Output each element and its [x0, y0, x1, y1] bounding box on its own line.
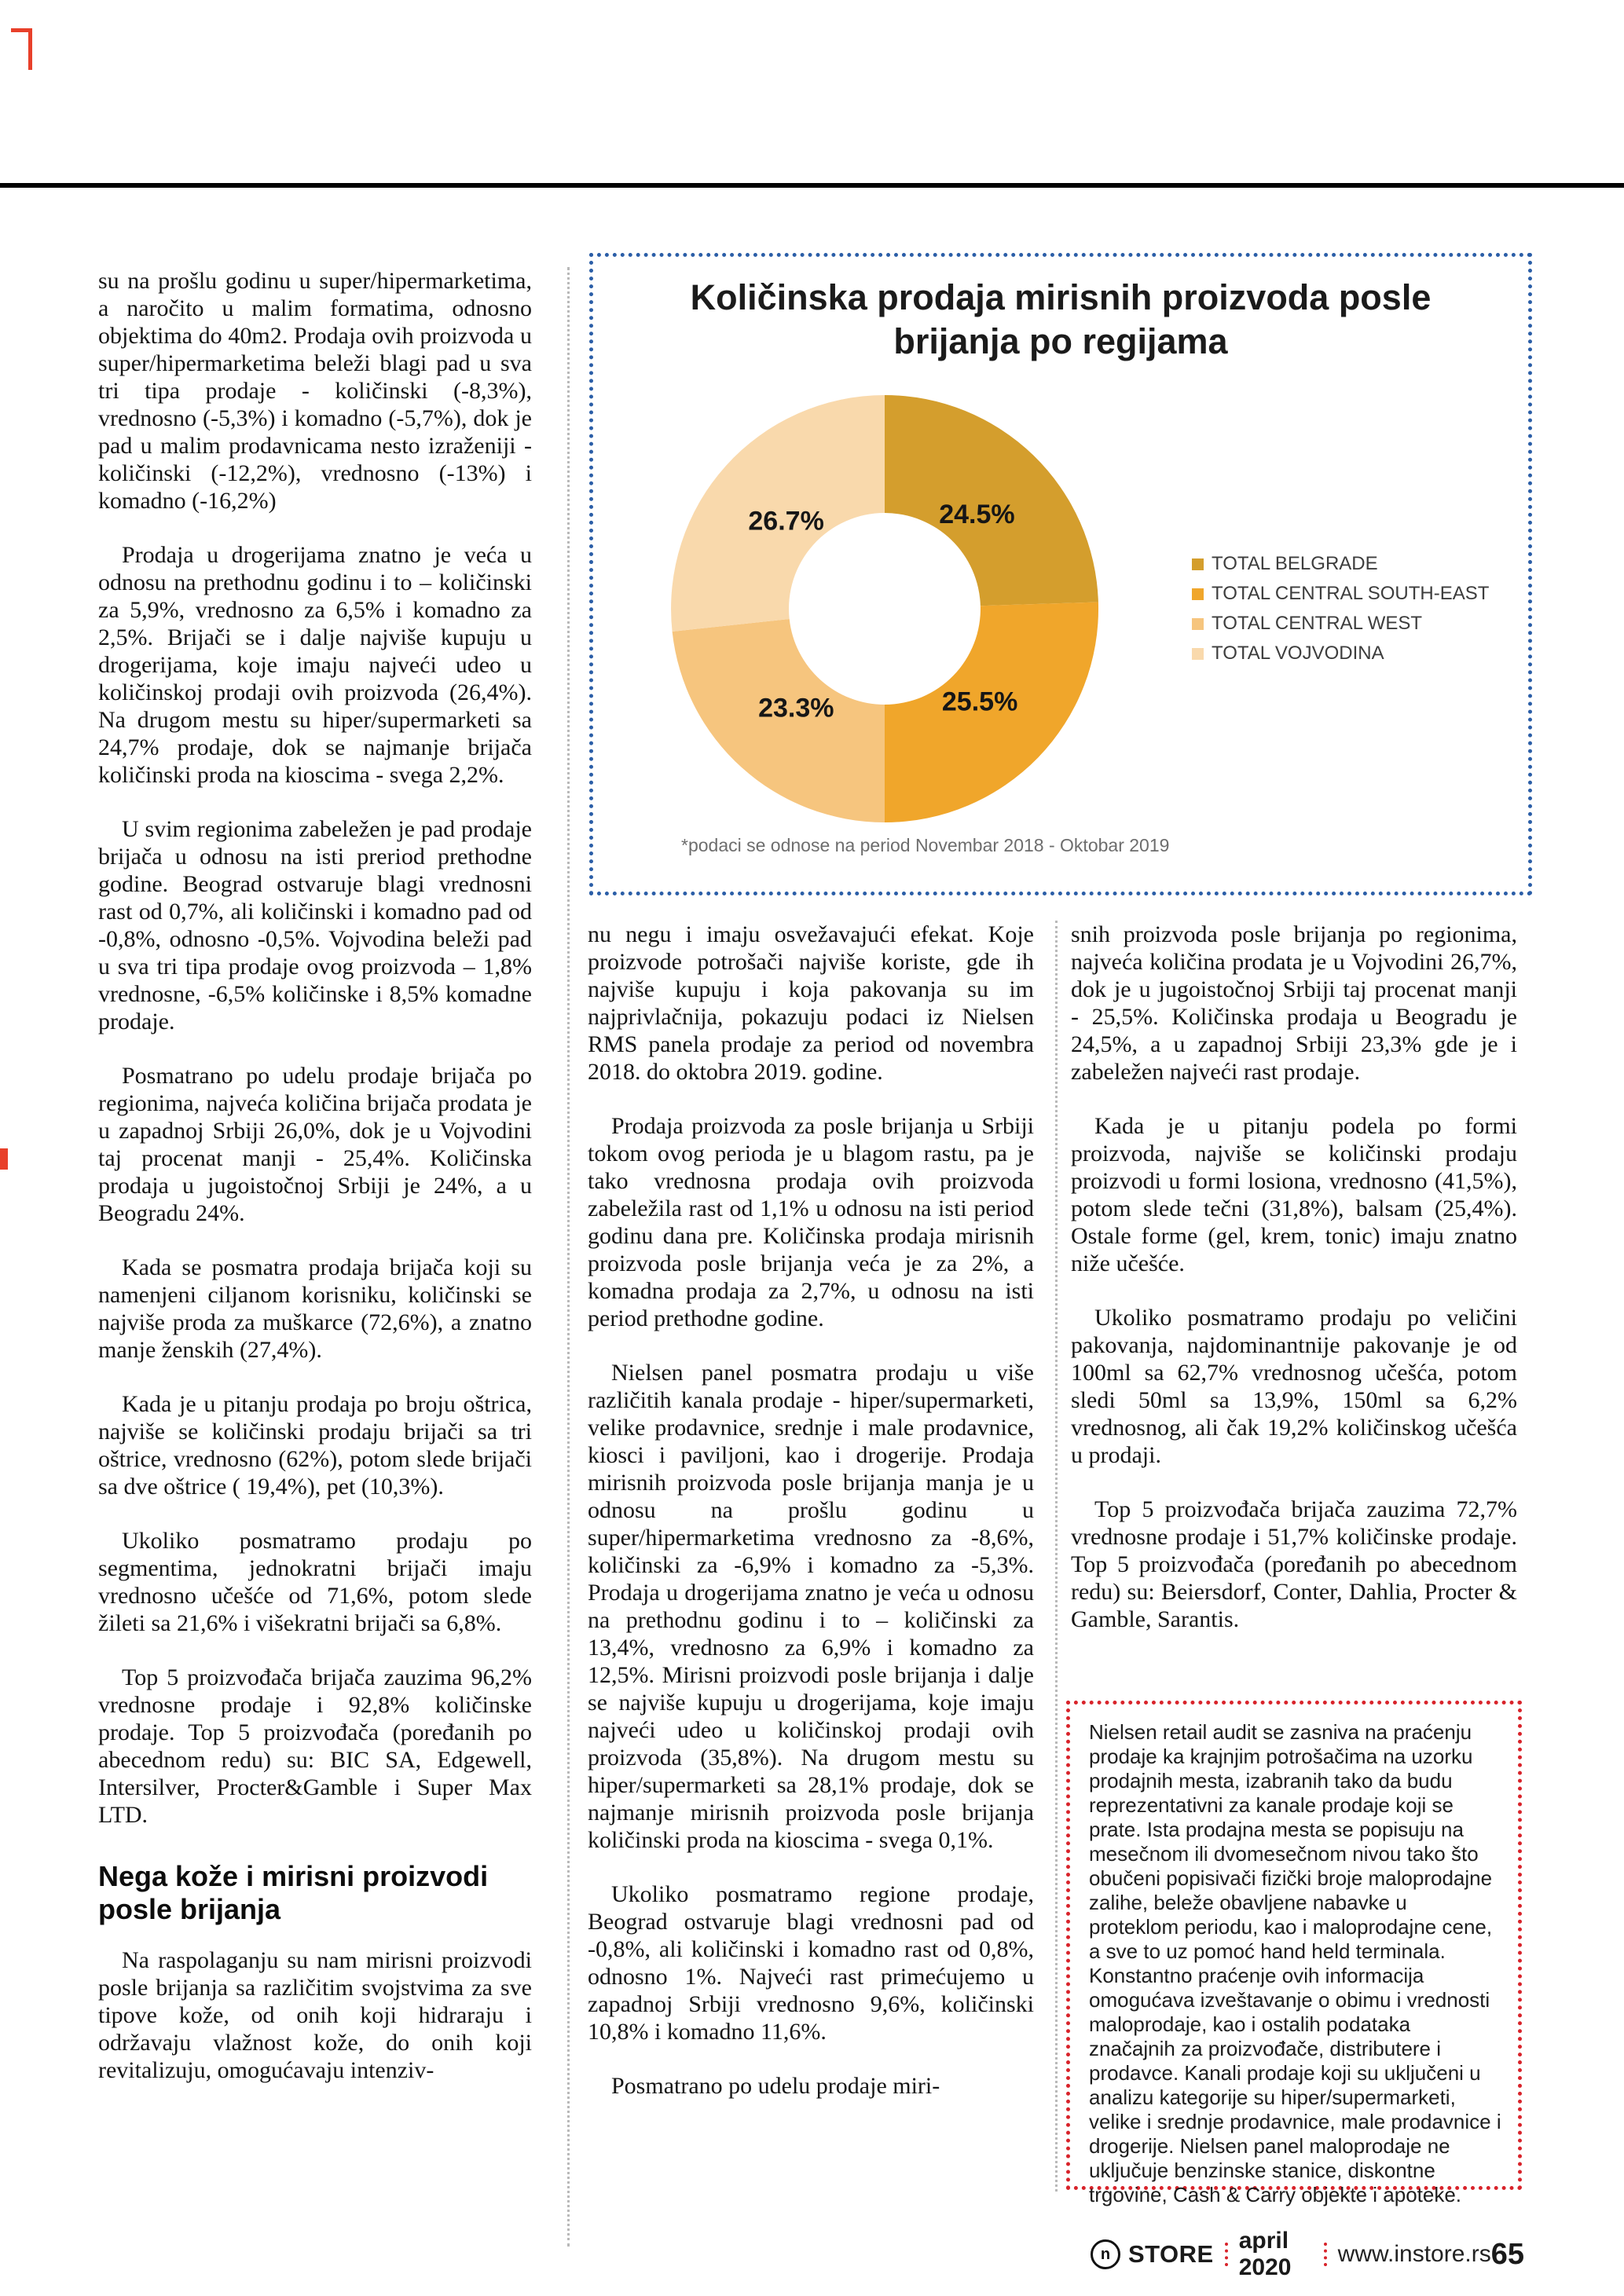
- donut-slice-label: 26.7%: [748, 506, 824, 536]
- chart-panel: [589, 253, 1532, 895]
- article-paragraph: Top 5 proizvođača brijača zauzima 72,7% vrednosne prodaje i 51,7% količinske prodaje. Top 5 proizvođača (poređanih po abecednom redu) su: Beiersdorf, Conter, Dahlia, Procter & Gamble, Sarantis.: [1071, 1496, 1517, 1632]
- legend-swatch: [1192, 558, 1204, 570]
- article-paragraph: su na prošlu godinu u super/hipermarketima, a naročito u malim formatima, odnosno objektima do 40m2. Prodaja ovih proizvoda u super/hipermarketima beleži blagi pad u sva tri tipa prodaje - količinski (-8,3%), vrednosno (-5,3%) i komadno (-5,7%), dok je pad u malim prodavnicama nesto izraženiji - količinski (-12,2%), vrednosno (-13%) i komadno (-16,2%): [98, 268, 532, 514]
- column-separator: [1055, 921, 1058, 2192]
- article-paragraph: snih proizvoda posle brijanja po regionima, najveća količina prodata je u Vojvodini 26,7%, dok je u jugoistočnoj Srbiji taj procenat manji - 25,5%. Količinska prodaja u Beogradu je 24,5%, a u zapadnoj Srbiji 23,3% gde je i zabeležen najveći rast prodaje.: [1071, 921, 1517, 1085]
- footer-separator: [1324, 2243, 1327, 2266]
- article-paragraph: Posmatrano po udelu prodaje brijača po regionima, najveća količina brijača prodata je u zapadnoj Srbiji 26,0%, dok je u Vojvodini taj procenat manji - 25,4%. Količinska prodaja u jugoistočnoj Srbiji je 24%, a u Beogradu 24%.: [98, 1063, 532, 1226]
- legend-label: TOTAL CENTRAL SOUTH-EAST: [1212, 583, 1490, 604]
- article-paragraph: Kada je u pitanju podela po formi proizvoda, najviše se količinski prodaju proizvodi u formi losiona, vrednosno (41,5%), potom slede tečni (31,8%), balsam (25,4%). Ostale forme (gel, krem, tonic) imaju znatno niže učešće.: [1071, 1113, 1517, 1276]
- chart-legend: [1192, 549, 1489, 668]
- donut-slice-label: 23.3%: [758, 693, 834, 723]
- crop-mark: [0, 1148, 8, 1170]
- chart-title: Količinska prodaja mirisnih proizvoda posle brijanja po regijama: [690, 277, 1432, 361]
- footer-separator: [1225, 2243, 1228, 2266]
- article-column-middle: [588, 921, 1034, 2100]
- article-paragraph: Prodaja u drogerijama znatno je veća u odnosu na prethodnu godinu i to – količinski za 5,9%, vrednosno za 6,5% i komadno za 2,5%. Brijači se i dalje najviše kupuju u drogerijama, koje imaju najveći udeo u količinskoj prodaji ovih proizvoda (26,4%). Na drugom mestu su hiper/supermarketi sa 24,7% prodaje, dok se najmanje brijača količinski proda na kioscima - svega 2,2%.: [98, 542, 532, 788]
- article-paragraph: Ukoliko posmatramo prodaju po segmentima, jednokratni brijači imaju vrednosno učešće od 71,6%, potom slede žileti sa 21,6% i višekratni brijači sa 6,8%.: [98, 1528, 532, 1636]
- article-paragraph: Ukoliko posmatramo regione prodaje, Beograd ostvaruje blagi vrednosni pad od -0,8%, ali količinski i komadno rast od 0,8%, odnosno 1%. Najveći rast primećujemo u zapadnoj Srbiji vrednosno 9,6%, količinski 10,8% i komadno 11,6%.: [588, 1881, 1034, 2045]
- article-paragraph: Kada se posmatra prodaja brijača koji su namenjeni ciljanom korisniku, količinski se najviše proda za muškarce (72,6%), a znatno manje ženskih (27,4%).: [98, 1254, 532, 1363]
- article-column-right: [1071, 921, 1517, 1633]
- legend-swatch: [1192, 618, 1204, 630]
- article-paragraph: U svim regionima zabeležen je pad prodaje brijača u odnosu na isti preriod prethodne godine. Beograd ostvaruje blagi vrednosni rast od 0,7%, ali količinski i komadno pad od -0,8%, odnosno -0,5%. Vojvodina beleži pad u sva tri tipa prodaje ovog proizvoda – 1,8% vrednosne, -6,5% količinske i 8,5% komadne prodaje.: [98, 816, 532, 1034]
- article-paragraph: nu negu i imaju osvežavajući efekat. Koje proizvode potrošači najviše koriste, gde ih najviše kupuju i koja pakovanja su im najprivlačnija, pokazuju podaci iz Nielsen RMS panela prodaje za period od novembra 2018. do oktobra 2019. godine.: [588, 921, 1034, 1085]
- article-paragraph: Prodaja proizvoda za posle brijanja u Srbiji tokom ovog perioda je u blagom rastu, pa je tako vrednosna prodaja ovih proizvoda zabeležila rast od 1,1% u odnosu na isti period godinu dana pre. Količinska prodaja mirisnih proizvoda posle brijanja veća je za 2%, a komadna prodaja za 2,7%, u odnosu na isti period prethodne godine.: [588, 1113, 1034, 1331]
- top-rule: [0, 183, 1624, 188]
- legend-label: TOTAL CENTRAL WEST: [1212, 613, 1423, 634]
- article-paragraph: Top 5 proizvođača brijača zauzima 96,2% vrednosne prodaje i 92,8% količinske prodaje. Top 5 proizvođača (poređanih po abecednom redu) su: BIC SA, Edgewell, Intersilver, Procter&Gamble i Super Max LTD.: [98, 1664, 532, 1828]
- legend-item: [1192, 549, 1489, 579]
- donut-slice-label: 25.5%: [941, 687, 1018, 717]
- info-box-text: Nielsen retail audit se zasniva na praćenju prodaje ka krajnjim potrošačima na uzorku prodajnih mesta, izabranih tako da budu reprezentativni za kanale prodaje koji se prate. Ista prodajna mesta se popisuju na mesečnom ili dvomesečnom nivou tako što obučeni popisivači fizički broje maloprodajne zalihe, beleže obavljene nabavke u proteklom periodu, kao i maloprodajne cene, a sve to uz pomoć hand held terminala. Konstantno praćenje ovih informacija omogućava izveštavanje o obimu i vrednosti maloprodaje, kao i ostalih podataka značajnih za proizvođače, distributere i prodavce. Kanali prodaje koji su uključeni u analizu kategorije su hiper/supermarketi, velike i srednje prodavnice, male prodavnice i drogerije. Nielsen panel maloprodaje ne uključuje benzinske stanice, diskontne trgovine, Cash & Carry objekte i apoteke.: [1089, 1720, 1501, 2206]
- legend-item: [1192, 579, 1489, 609]
- legend-label: TOTAL BELGRADE: [1212, 553, 1378, 574]
- legend-swatch: [1192, 588, 1204, 600]
- page-footer: [1091, 2228, 1524, 2280]
- page-number: 65: [1490, 2237, 1524, 2271]
- crop-mark: [28, 28, 32, 70]
- article-paragraph: Kada je u pitanju prodaja po broju oštrica, najviše se količinski prodaju brijači sa tri oštrice, vrednosno (62%), potom slede brijači sa dve oštrice ( 19,4%), pet (10,3%).: [98, 1391, 532, 1500]
- footer-website: www.instore.rs: [1337, 2241, 1491, 2267]
- chart-footnote: *podaci se odnose na period Novembar 2018 - Oktobar 2019: [681, 835, 1170, 855]
- article-paragraph: Na raspolaganju su nam mirisni proizvodi posle brijanja sa različitim svojstvima za sve tipove kože, od onih koji hidraraju i održavaju vlažnost kože, do onih koji revitalizuju, omogućavaju intenziv-: [98, 1947, 532, 2083]
- instore-logo-icon: n: [1091, 2239, 1120, 2269]
- donut-slice-label: 24.5%: [939, 499, 1015, 529]
- article-column-left: [98, 267, 532, 2084]
- footer-issue: april 2020: [1238, 2228, 1292, 2280]
- section-heading: Nega kože i mirisni proizvodi posle brijanja: [98, 1860, 489, 1925]
- legend-item: [1192, 609, 1489, 639]
- column-separator: [567, 267, 570, 2247]
- legend-label: TOTAL VOJVODINA: [1212, 643, 1384, 664]
- article-paragraph: Ukoliko posmatramo prodaju po veličini pakovanja, najdominantnije pakovanje je od 100ml sa 62,7% vrednosnog učešća, potom sledi 50ml sa 13,9%, 150ml sa 6,2% vrednosnog, ali čak 19,2% količinskog učešća u prodaji.: [1071, 1305, 1517, 1468]
- legend-swatch: [1192, 648, 1204, 660]
- footer-brand: STORE: [1128, 2240, 1214, 2268]
- legend-item: [1192, 639, 1489, 668]
- article-paragraph: Posmatrano po udelu prodaje miri-: [611, 2073, 940, 2099]
- nielsen-info-box: [1066, 1701, 1522, 2206]
- article-paragraph: Nielsen panel posmatra prodaju u više različitih kanala prodaje - hiper/supermarketi, velike prodavnice, srednje i male prodavnice, kiosci i paviljoni, kao i drogerije. Prodaja mirisnih proizvoda posle brijanja manja je u odnosu na prošlu godinu u super/hipermarketima vrednosno za -8,6%, količinski za -6,9% i komadno za -5,3%. Prodaja u drogerijama znatno je veća u odnosu na prethodnu godinu i to – količinski za 13,4%, vrednosno za 6,9% i komadno za 12,5%. Mirisni proizvodi posle brijanja i dalje se najviše kupuju u drogerijama, koje imaju najveći udeo u količinskoj prodaji ovih proizvoda (35,8%). Na drugom mestu su hiper/supermarketi sa 28,1% prodaje, dok se najmanje mirisnih proizvoda posle brijanja količinski proda na kioscima - svega 0,1%.: [588, 1360, 1034, 1853]
